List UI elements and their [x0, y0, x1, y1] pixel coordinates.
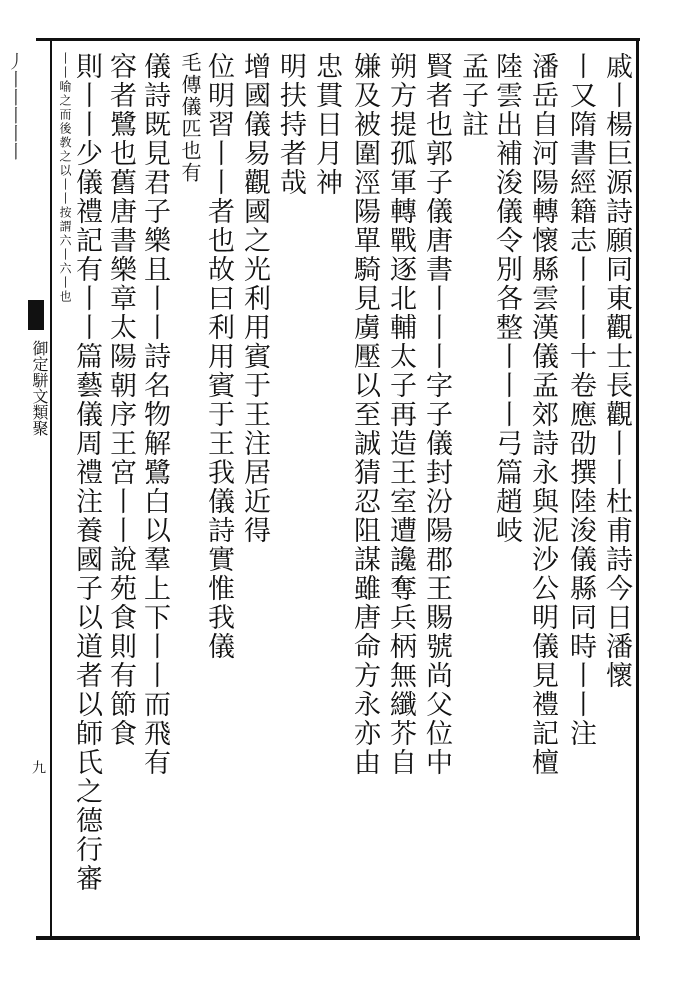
text-column: 丨又隋書經籍志丨丨丨十卷應劭撰陸浚儀縣同時丨丨注 — [565, 52, 596, 748]
text-column: 明扶持者哉 — [275, 52, 306, 197]
text-column: 則丨丨少儀禮記有丨丨篇藝儀周禮注養國子以道者以師氏之德行審 — [71, 52, 102, 893]
text-column: 容者鷺也舊唐書樂章太陽朝序王宮丨丨說苑食則有節食 — [105, 52, 136, 748]
bottom-border — [36, 936, 640, 940]
text-column: 朔方提孤軍轉戰逐北輔太子再造王室遭讒奪兵柄無纖芥自 — [385, 52, 416, 777]
side-label: 御定駢文類聚 — [30, 340, 49, 436]
page-number: 九 — [30, 760, 46, 774]
text-column: 潘岳自河陽轉懷縣雲漢儀孟郊詩永與泥沙公明儀見禮記檀 — [527, 52, 558, 777]
text-column: 孟子註 — [457, 52, 488, 139]
left-border — [50, 38, 52, 940]
text-column: 戚丨楊巨源詩願同東觀士長觀丨丨杜甫詩今日潘懷 — [601, 52, 632, 690]
text-column: 增國儀易觀國之光利用賓于王注居近得 — [239, 52, 270, 545]
top-border — [36, 38, 640, 41]
fishtail-mark — [28, 300, 44, 330]
text-column: 位明習丨丨者也故曰利用賓于王我儀詩實惟我儀 — [203, 52, 234, 661]
text-column: 儀詩既見君子樂且丨丨詩名物解鷺白以羣上下丨丨而飛有 — [139, 52, 170, 777]
text-column: 毛傳儀匹也有 — [178, 52, 202, 184]
gutter-text: 丿丨丨丨丨丨 — [4, 52, 25, 160]
right-border — [636, 38, 639, 940]
text-column: 丨丨喻之而後教之以丨丨按謂六丨六丨也 — [58, 52, 72, 304]
text-column: 嫌及被圍涇陽單騎見虜壓以至誠猜忍阻謀雖唐命方永亦由 — [349, 52, 380, 777]
text-column: 賢者也郭子儀唐書丨丨丨字子儀封汾陽郡王賜號尚父位中 — [421, 52, 452, 777]
text-column: 忠貫日月神 — [311, 52, 342, 197]
text-column: 陸雲出補浚儀令別各整丨丨丨弓篇趙岐 — [491, 52, 522, 545]
